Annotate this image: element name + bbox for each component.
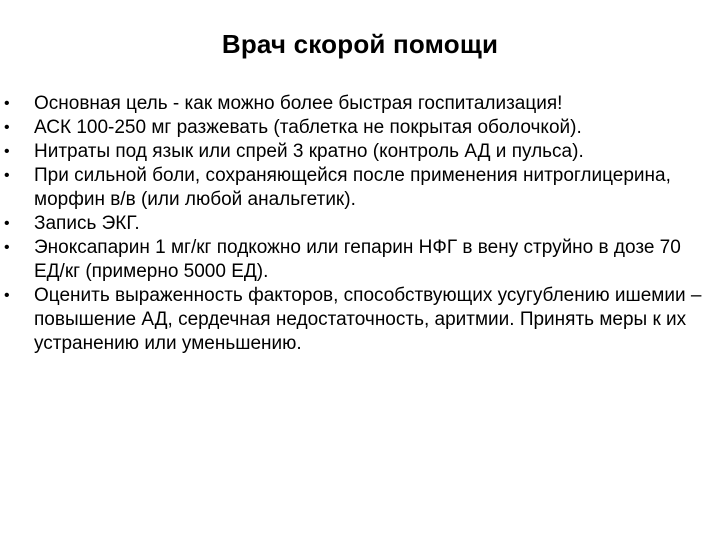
list-item-text: АСК 100-250 мг разжевать (таблетка не покрытая оболочкой). (34, 117, 582, 138)
bullet-icon: • (4, 287, 10, 304)
slide-title: Врач скорой помощи (221, 29, 499, 59)
list-item (4, 140, 712, 164)
list-item-text: Оценить выраженность факторов, способствующих усугублению ишемии – повышение АД, сердечная недостаточность, аритмии. Принять меры к их устранению или уменьшению. (34, 285, 702, 354)
bullet-icon: • (4, 95, 10, 112)
list-item-text: Запись ЭКГ. (34, 213, 140, 234)
bullet-icon: • (4, 215, 10, 232)
list-item (4, 164, 712, 212)
list-item-text: Эноксапарин 1 мг/кг подкожно или гепарин НФГ в вену струйно в дозе 70 ЕД/кг (примерно 5000 ЕД). (34, 237, 681, 282)
bullet-icon: • (4, 239, 10, 256)
list-item-text: Нитраты под язык или спрей 3 кратно (контроль АД и пульса). (34, 141, 584, 162)
list-item (4, 212, 712, 236)
bullet-icon: • (4, 119, 10, 136)
list-item (4, 284, 712, 356)
list-item-text: При сильной боли, сохраняющейся после применения нитроглицерина, морфин в/в (или любой анальгетик). (34, 165, 671, 210)
bullet-icon: • (4, 143, 10, 160)
bullet-icon: • (4, 167, 10, 184)
list-item (4, 236, 712, 284)
bullet-list (4, 92, 712, 356)
list-item (4, 116, 712, 140)
list-item-text: Основная цель - как можно более быстрая госпитализация! (34, 93, 563, 114)
list-item (4, 92, 712, 116)
